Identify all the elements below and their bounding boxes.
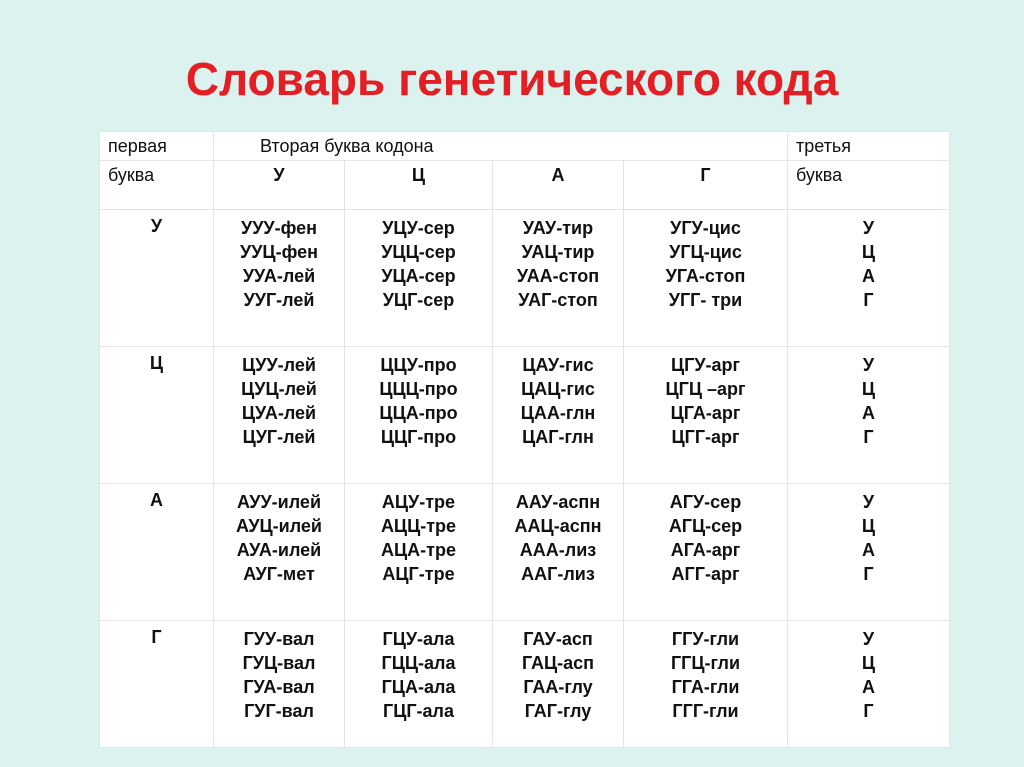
codon-entry: УГЦ-цис <box>669 242 742 262</box>
codon-cell <box>493 621 624 748</box>
codon-entry: УЦА-сер <box>381 266 456 286</box>
codon-entry: УГГ- три <box>668 290 743 310</box>
codon-entry: ЦУЦ-лей <box>241 379 317 399</box>
codon-entry: АГГ-арг <box>671 564 740 584</box>
codon-entry: АГЦ-сер <box>668 516 743 536</box>
codon-entry: УУГ-лей <box>243 290 315 310</box>
codon-entry: ААА-лиз <box>519 540 597 560</box>
codon-entry: УАГ-стоп <box>518 290 598 310</box>
third-letter: У <box>862 629 875 649</box>
codon-entry: УГА-стоп <box>665 266 746 286</box>
codon-entry: АЦГ-тре <box>382 564 455 584</box>
codon-entry: УАУ-тир <box>522 218 594 238</box>
codon-entry: АЦА-тре <box>381 540 456 560</box>
third-letter-cell <box>788 621 950 748</box>
codon-entry: ГЦГ-ала <box>382 701 454 721</box>
codon-cell <box>493 210 624 347</box>
codon-entry: ЦУУ-лей <box>242 355 316 375</box>
codon-cell <box>214 621 345 748</box>
first-letter-cell: А <box>100 484 214 621</box>
third-letter: Г <box>863 290 874 310</box>
second-letter-a: А <box>493 161 624 210</box>
second-letter-u: У <box>214 161 345 210</box>
codon-cell <box>345 347 493 484</box>
codon-entry: АГУ-сер <box>669 492 742 512</box>
first-letter-cell: У <box>100 210 214 347</box>
codon-entry: ГЦА-ала <box>381 677 456 697</box>
third-letter: А <box>862 677 875 697</box>
third-letter: Г <box>863 427 874 447</box>
codon-cell <box>624 484 788 621</box>
second-letter-c: Ц <box>345 161 493 210</box>
codon-entry: ЦЦГ-про <box>380 427 457 447</box>
codon-entry: УЦЦ-сер <box>381 242 456 262</box>
third-letter-cell <box>788 347 950 484</box>
codon-cell <box>493 347 624 484</box>
codon-entry: ЦЦЦ-про <box>379 379 458 399</box>
codon-cell <box>214 347 345 484</box>
codon-entry: ГЦУ-ала <box>382 629 455 649</box>
third-letter-header: третья <box>788 132 950 161</box>
first-letter-header: первая <box>100 132 214 161</box>
third-letter: У <box>862 218 875 238</box>
codon-group-row <box>100 347 950 484</box>
third-letter: У <box>862 492 875 512</box>
codon-entry: УУЦ-фен <box>240 242 318 262</box>
codon-entry: ГУА-вал <box>243 677 315 697</box>
codon-cell <box>214 210 345 347</box>
codon-entry: АГА-арг <box>670 540 741 560</box>
codon-entry: АЦУ-тре <box>381 492 456 512</box>
page-title: Словарь генетического кода <box>185 53 839 105</box>
codon-entry: УУУ-фен <box>241 218 317 238</box>
codon-entry: ГАУ-асп <box>523 629 593 649</box>
codon-entry: ЦАА-глн <box>520 403 596 423</box>
codon-entry: ГАА-глу <box>523 677 593 697</box>
codon-entry: ЦАЦ-гис <box>521 379 595 399</box>
codon-entry: УАЦ-тир <box>521 242 595 262</box>
third-letter: У <box>862 355 875 375</box>
codon-entry: АУГ-мет <box>243 564 315 584</box>
second-letter-header: Вторая буква кодона <box>214 132 788 161</box>
header-row-2 <box>100 161 950 210</box>
codon-group-row <box>100 210 950 347</box>
third-letter: А <box>862 266 875 286</box>
codon-entry: ААГ-лиз <box>521 564 595 584</box>
codon-entry: ЦГА-арг <box>670 403 741 423</box>
codon-group-row <box>100 484 950 621</box>
third-letter: Ц <box>861 516 876 536</box>
codon-entry: ЦЦА-про <box>379 403 458 423</box>
third-letter: А <box>862 403 875 423</box>
codon-entry: ГУГ-вал <box>244 701 314 721</box>
codon-entry: ЦАГ-глн <box>522 427 594 447</box>
third-letter: Г <box>863 701 874 721</box>
codon-cell <box>345 484 493 621</box>
codon-cell <box>624 210 788 347</box>
codon-entry: ГГЦ-гли <box>670 653 741 673</box>
codon-entry: ЦУА-лей <box>241 403 317 423</box>
codon-entry: УУА-лей <box>242 266 316 286</box>
codon-entry: УЦГ-сер <box>382 290 455 310</box>
codon-entry: ГГУ-гли <box>671 629 740 649</box>
second-letter-g: Г <box>624 161 788 210</box>
codon-entry: ЦЦУ-про <box>380 355 457 375</box>
codon-entry: ГУУ-вал <box>243 629 315 649</box>
third-letter-cell <box>788 484 950 621</box>
codon-entry: ГГА-гли <box>671 677 740 697</box>
third-letter-header-2: буква <box>788 161 950 210</box>
third-letter: Ц <box>861 653 876 673</box>
codon-entry: УГУ-цис <box>670 218 741 238</box>
codon-entry: ГАЦ-асп <box>521 653 595 673</box>
first-letter-header-2: буква <box>100 161 214 210</box>
third-letter-cell <box>788 210 950 347</box>
third-letter: Ц <box>861 379 876 399</box>
third-letter: Г <box>863 564 874 584</box>
codon-cell <box>624 621 788 748</box>
codon-entry: ЦУГ-лей <box>242 427 316 447</box>
codon-cell <box>345 621 493 748</box>
codon-entry: ГАГ-глу <box>524 701 592 721</box>
third-letter: Ц <box>861 242 876 262</box>
codon-entry: ЦГУ-арг <box>670 355 741 375</box>
codon-entry: ААЦ-аспн <box>514 516 602 536</box>
third-letter: А <box>862 540 875 560</box>
codon-entry: АУЦ-илей <box>236 516 322 536</box>
codon-entry: АЦЦ-тре <box>380 516 457 536</box>
codon-group-row <box>100 621 950 748</box>
codon-entry: ЦАУ-гис <box>522 355 594 375</box>
codon-cell <box>624 347 788 484</box>
codon-entry: АУА-илей <box>236 540 322 560</box>
codon-cell <box>345 210 493 347</box>
codon-entry: УЦУ-сер <box>382 218 455 238</box>
codon-cell <box>493 484 624 621</box>
codon-cell <box>214 484 345 621</box>
codon-entry: ЦГГ-арг <box>671 427 740 447</box>
first-letter-cell: Ц <box>100 347 214 484</box>
header-row-1 <box>100 132 950 161</box>
codon-entry: ГГГ-гли <box>672 701 739 721</box>
codon-entry: ААУ-аспн <box>515 492 601 512</box>
genetic-code-table <box>99 131 950 748</box>
codon-entry: ГЦЦ-ала <box>381 653 456 673</box>
codon-entry: УАА-стоп <box>516 266 600 286</box>
codon-entry: АУУ-илей <box>236 492 322 512</box>
codon-entry: ЦГЦ –арг <box>665 379 746 399</box>
first-letter-cell: Г <box>100 621 214 748</box>
codon-entry: ГУЦ-вал <box>242 653 316 673</box>
